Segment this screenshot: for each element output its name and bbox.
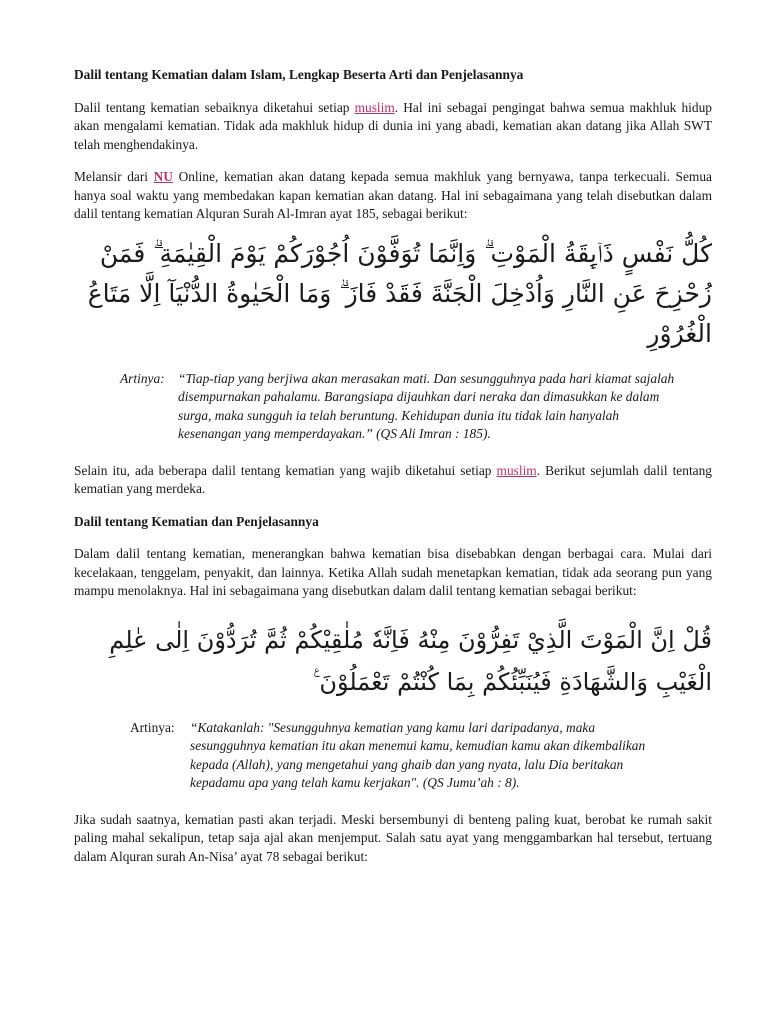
paragraph-dalil-explanation: Dalam dalil tentang kematian, menerangkan bahwa kematian bisa disebabkan dengan berbagai cara. Mulai dari kecelakaan, tenggelam, penyakit, dan lainnya. Ketika Allah sudah menetapkan kematian, tidak ada seorang pun yang mampu menolaknya. Hal ini sebagaimana yang disebutkan dalam dalil tentang kematian sebagai berikut: xyxy=(74,546,712,598)
muslim-link-2[interactable]: muslim xyxy=(496,462,537,478)
translation-label: Artinya: xyxy=(120,370,165,386)
paragraph-an-nisa: Jika sudah saatnya, kematian pasti akan terjadi. Meski bersembunyi di benteng paling kuat, berobat ke rumah sakit paling mahal sekalipun, tetap saja ajal akan menjemput. Salah satu ayat yang menggambarkan hal tersebut, tertuang dalam Alquran surah An-Nisa’ ayat 78 sebagai berikut: xyxy=(74,811,712,864)
translation-ali-imran-185 xyxy=(74,370,712,444)
translation-jumuah-8 xyxy=(74,719,712,793)
muslim-link[interactable]: muslim xyxy=(354,99,395,115)
translation-label-2: Artinya: xyxy=(130,719,175,735)
paragraph-intro-text-1: Dalil tentang kematian sebaiknya diketahui setiap xyxy=(74,99,355,115)
paragraph-nu-text-1: Melansir dari xyxy=(74,169,154,184)
paragraph-intro-text-2: . Hal ini sebagai pengingat bahwa semua makhluk hidup akan mengalami kematian. Tidak ada makhluk hidup di dunia ini yang abadi, kematian akan datang jika Allah SWT telah menghendakinya. xyxy=(74,99,712,152)
paragraph-nu-online xyxy=(74,168,712,224)
section-heading: Dalil tentang Kematian dan Penjelasannya xyxy=(74,513,319,529)
paragraph-selain-text-1: Selain itu, ada beberapa dalil tentang kematian yang wajib diketahui setiap xyxy=(74,462,497,478)
arabic-verse-ali-imran-185: كُلُّ نَفْسٍ ذَاۤىِٕقَةُ الْمَوْتِ ۗ وَاِنَّمَا تُوَفَّوْنَ اُجُوْرَكُمْ يَوْمَ الْقِيٰمَةِ ۗ فَمَنْ زُحْزِحَ عَنِ النَّارِ وَاُدْخِلَ الْجَنَّةَ فَقَدْ فَازَ ۗ وَمَا الْحَيٰوةُ الدُّنْيَآ اِلَّا مَتَاعُ الْغُرُوْرِ xyxy=(87,238,712,348)
paragraph-nu-text-2: Online, kematian akan datang kepada semua makhluk yang bernyawa, tanpa terkecuali. Semua hanya soal waktu yang membedakan kapan kematian akan datang. Hal ini sebagaimana yang telah disebutkan dalam dalil tentang kematian Alquran Surah Al-Imran ayat 185, sebagai berikut: xyxy=(74,169,712,221)
paragraph-intro xyxy=(74,99,712,155)
nu-link[interactable]: NU xyxy=(153,169,173,184)
paragraph-selain-text-2: . Berikut sejumlah dalil tentang kematian yang merdeka. xyxy=(74,462,713,496)
translation-text: “Tiap-tiap yang berjiwa akan merasakan mati. Dan sesungguhnya pada hari kiamat sajalah disempurnakan pahalamu. Barangsiapa dijauhkan dari neraka dan dimasukkan ke dalam surga, maka sungguh ia telah beruntung. Kehidupan dunia itu tidak lain hanyalah kesenangan yang memperdayakan.” (QS Ali Imran : 185). xyxy=(178,370,675,441)
paragraph-selain-itu xyxy=(74,462,712,499)
translation-text-2: “Katakanlah: "Sesungguhnya kematian yang kamu lari daripadanya, maka sesungguhnya kematian itu akan menemui kamu, kemudian kamu akan dikembalikan kepada (Allah), yang mengetahui yang ghaib dan yang nyata, lalu Dia beritakan kepadamu apa yang telah kamu kerjakan". (QS Jumu’ah : 8). xyxy=(190,719,646,790)
article-title: Dalil tentang Kematian dalam Islam, Lengkap Beserta Arti dan Penjelasannya xyxy=(74,67,524,82)
arabic-verse-jumuah-8: قُلْ اِنَّ الْمَوْتَ الَّذِيْ تَفِرُّوْنَ مِنْهُ فَاِنَّهٗ مُلٰقِيْكُمْ ثُمَّ تُرَدُّوْنَ اِلٰى عٰلِمِ الْغَيْبِ وَالشَّهَادَةِ فَيُنَبِّئُكُمْ بِمَا كُنْتُمْ تَعْمَلُوْنَ ࣖ xyxy=(109,625,712,696)
